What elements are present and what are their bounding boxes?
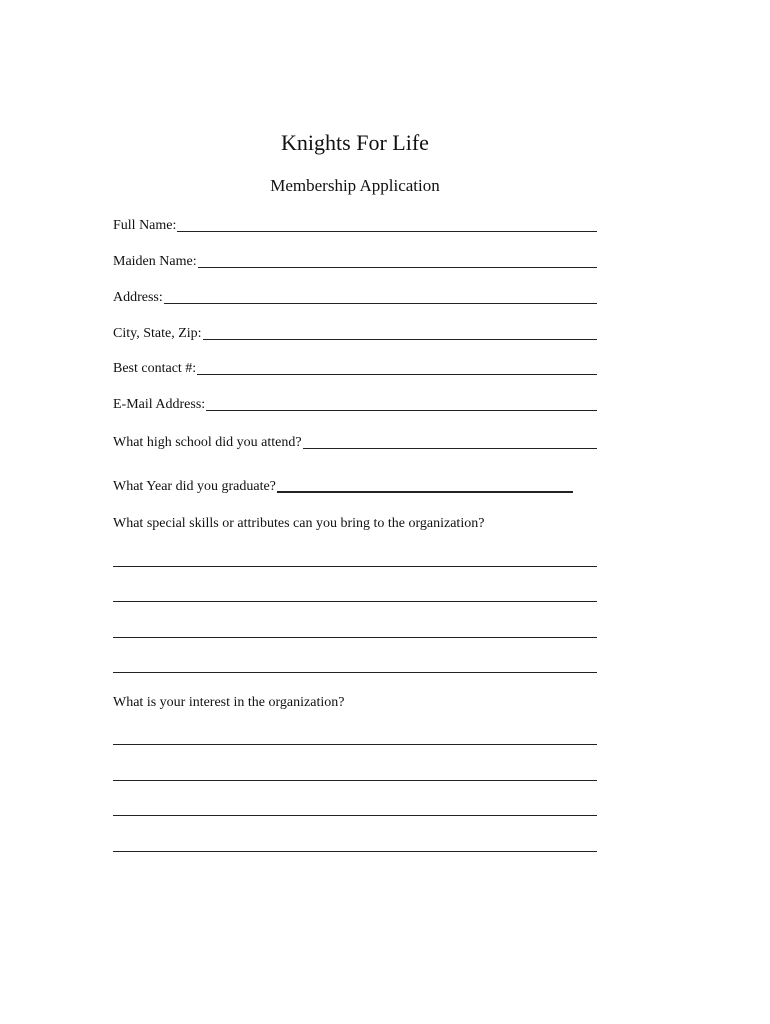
city-state-zip-blank[interactable] [203, 325, 597, 340]
graduation-year-label: What Year did you graduate? [113, 479, 276, 494]
email-address-label: E-Mail Address: [113, 397, 206, 412]
full-name-blank[interactable] [177, 217, 597, 232]
skills-answer-line[interactable] [113, 637, 597, 638]
interest-answer-line[interactable] [113, 815, 597, 816]
form-subtitle: Membership Application [270, 176, 440, 195]
maiden-name-blank[interactable] [198, 253, 597, 268]
skills-answer-line[interactable] [113, 672, 597, 673]
high-school-blank[interactable] [303, 434, 597, 449]
address-field[interactable] [113, 289, 597, 307]
interest-question: What is your interest in the organization? [113, 695, 345, 710]
form-title: Knights For Life [281, 130, 429, 155]
maiden-name-label: Maiden Name: [113, 254, 197, 269]
interest-answer-line[interactable] [113, 780, 597, 781]
high-school-field[interactable] [113, 434, 597, 452]
full-name-label: Full Name: [113, 218, 177, 233]
city-state-zip-label: City, State, Zip: [113, 326, 202, 341]
maiden-name-field[interactable] [113, 253, 597, 271]
best-contact-field[interactable] [113, 360, 597, 378]
graduation-year-field[interactable] [113, 477, 573, 496]
interest-answer-line[interactable] [113, 744, 597, 745]
interest-answer-line[interactable] [113, 851, 597, 852]
email-address-blank[interactable] [206, 396, 597, 411]
skills-question: What special skills or attributes can you bring to the organization? [113, 516, 485, 531]
graduation-year-blank[interactable] [277, 477, 573, 493]
skills-answer-line[interactable] [113, 601, 597, 602]
skills-answer-line[interactable] [113, 566, 597, 567]
email-address-field[interactable] [113, 396, 597, 414]
address-blank[interactable] [164, 289, 597, 304]
full-name-field[interactable] [113, 217, 597, 235]
high-school-label: What high school did you attend? [113, 435, 302, 450]
address-label: Address: [113, 290, 163, 305]
city-state-zip-field[interactable] [113, 325, 597, 343]
best-contact-blank[interactable] [197, 360, 597, 375]
best-contact-label: Best contact #: [113, 361, 197, 376]
